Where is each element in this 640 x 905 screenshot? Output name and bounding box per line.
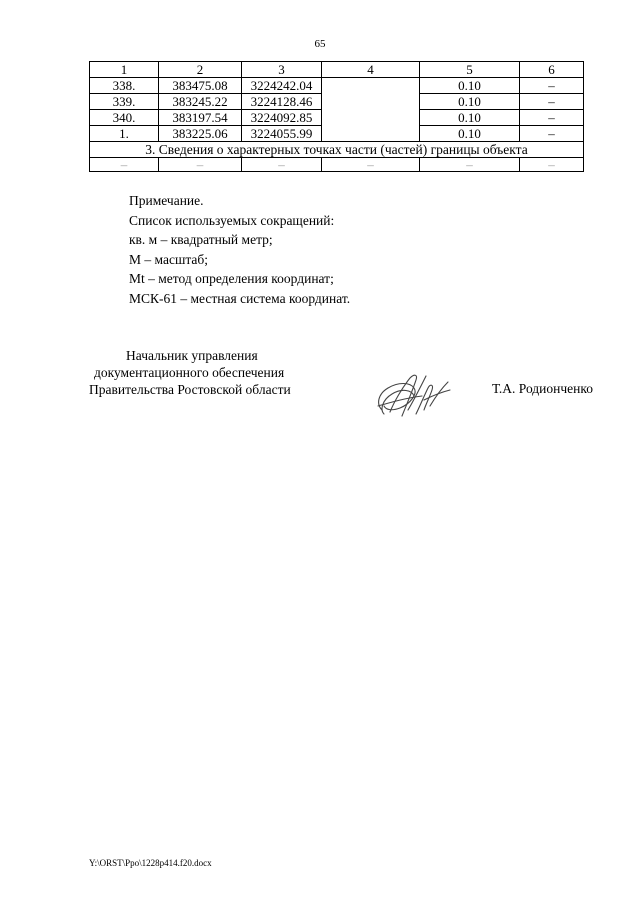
accuracy-cell: 0.10 [420, 110, 520, 126]
note-line: МСК-61 – местная система координат. [129, 290, 351, 306]
position-line: Начальник управления [126, 348, 258, 363]
note-title: Примечание. [129, 193, 204, 208]
x-coordinate-cell: 383197.54 [159, 110, 242, 126]
section-title-row [90, 142, 584, 158]
note-line: Список используемых сокращений: [129, 212, 335, 228]
empty-data-row [90, 158, 584, 172]
coordinates-table [89, 61, 584, 172]
empty-cell: – [90, 158, 159, 172]
note-line: кв. м – квадратный метр; [129, 232, 273, 247]
note-line: М – масштаб; [129, 251, 209, 267]
signer-name: Т.А. Родионченко [492, 381, 593, 396]
empty-cell: – [420, 158, 520, 172]
point-number-cell: 340. [90, 110, 159, 126]
x-coordinate-cell: 383225.06 [159, 126, 242, 142]
x-coordinate-cell: 383475.08 [159, 78, 242, 94]
y-coordinate-cell: 3224128.46 [242, 94, 322, 110]
table-header-row [90, 62, 584, 78]
accuracy-cell: 0.10 [420, 78, 520, 94]
x-coordinate-cell: 383245.22 [159, 94, 242, 110]
empty-cell: – [520, 158, 584, 172]
file-path-footer: Y:\ORST\Ppo\1228p414.f20.docx [89, 858, 212, 868]
column-header: 5 [420, 62, 520, 78]
empty-cell: – [159, 158, 242, 172]
column-header: 3 [242, 62, 322, 78]
method-cell [322, 78, 420, 142]
column-header: 6 [520, 62, 584, 78]
column-header: 1 [90, 62, 159, 78]
y-coordinate-cell: 3224092.85 [242, 110, 322, 126]
description-cell: – [520, 94, 584, 110]
accuracy-cell: 0.10 [420, 94, 520, 110]
description-cell: – [520, 126, 584, 142]
y-coordinate-cell: 3224242.04 [242, 78, 322, 94]
empty-cell: – [322, 158, 420, 172]
position-line: Правительства Ростовской области [89, 382, 291, 397]
accuracy-cell: 0.10 [420, 126, 520, 142]
signatory-position [89, 347, 329, 398]
page-number: 65 [314, 38, 326, 50]
handwritten-signature [372, 366, 462, 422]
point-number-cell: 339. [90, 94, 159, 110]
description-cell: – [520, 110, 584, 126]
column-header: 4 [322, 62, 420, 78]
y-coordinate-cell: 3224055.99 [242, 126, 322, 142]
section-title: 3. Сведения о характерных точках части (частей) границы объекта [90, 142, 584, 158]
note-line: Mt – метод определения координат; [129, 271, 334, 286]
note-block [129, 191, 350, 308]
description-cell: – [520, 78, 584, 94]
point-number-cell: 338. [90, 78, 159, 94]
column-header: 2 [159, 62, 242, 78]
point-number-cell: 1. [90, 126, 159, 142]
empty-cell: – [242, 158, 322, 172]
table-row [90, 78, 584, 94]
position-line: документационного обеспечения [94, 365, 285, 380]
